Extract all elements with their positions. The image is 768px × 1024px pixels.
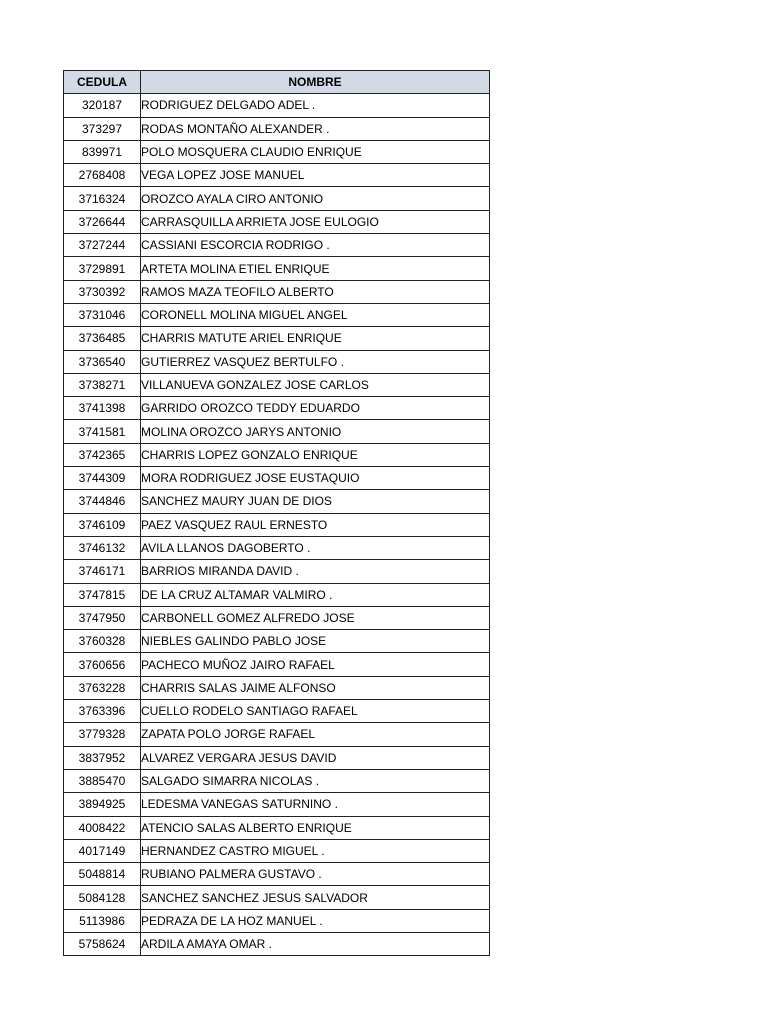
nombre-cell: CHARRIS LOPEZ GONZALO ENRIQUE bbox=[141, 443, 490, 466]
table-row bbox=[64, 886, 490, 909]
cedula-cell: 3729891 bbox=[64, 257, 141, 280]
nombre-cell: ALVAREZ VERGARA JESUS DAVID bbox=[141, 746, 490, 769]
table-row bbox=[64, 839, 490, 862]
table-row bbox=[64, 723, 490, 746]
nombre-cell: CHARRIS SALAS JAIME ALFONSO bbox=[141, 676, 490, 699]
nombre-cell: MOLINA OROZCO JARYS ANTONIO bbox=[141, 420, 490, 443]
table-row bbox=[64, 94, 490, 117]
cedula-cell: 5084128 bbox=[64, 886, 141, 909]
nombre-cell: CARRASQUILLA ARRIETA JOSE EULOGIO bbox=[141, 210, 490, 233]
nombre-cell: CHARRIS MATUTE ARIEL ENRIQUE bbox=[141, 327, 490, 350]
table-row bbox=[64, 746, 490, 769]
nombre-cell: RUBIANO PALMERA GUSTAVO . bbox=[141, 863, 490, 886]
table-row bbox=[64, 909, 490, 932]
table-row bbox=[64, 280, 490, 303]
table-row bbox=[64, 932, 490, 955]
table-row bbox=[64, 467, 490, 490]
table-row bbox=[64, 164, 490, 187]
cedula-cell: 3885470 bbox=[64, 769, 141, 792]
cedula-cell: 3746171 bbox=[64, 560, 141, 583]
cedula-cell: 3730392 bbox=[64, 280, 141, 303]
cedula-cell: 2768408 bbox=[64, 164, 141, 187]
table-row bbox=[64, 397, 490, 420]
nombre-cell: ARDILA AMAYA OMAR . bbox=[141, 932, 490, 955]
nombre-cell: RODAS MONTAÑO ALEXANDER . bbox=[141, 117, 490, 140]
table-row bbox=[64, 583, 490, 606]
nombre-cell: LEDESMA VANEGAS SATURNINO . bbox=[141, 793, 490, 816]
nombre-cell: RODRIGUEZ DELGADO ADEL . bbox=[141, 94, 490, 117]
table-row bbox=[64, 863, 490, 886]
cedula-cell: 3763228 bbox=[64, 676, 141, 699]
cedula-cell: 5048814 bbox=[64, 863, 141, 886]
nombre-cell: SANCHEZ MAURY JUAN DE DIOS bbox=[141, 490, 490, 513]
cedula-cell: 3747950 bbox=[64, 606, 141, 629]
nombre-cell: PACHECO MUÑOZ JAIRO RAFAEL bbox=[141, 653, 490, 676]
table-row bbox=[64, 303, 490, 326]
table-row bbox=[64, 350, 490, 373]
cedula-cell: 3731046 bbox=[64, 303, 141, 326]
table-row bbox=[64, 420, 490, 443]
table-row bbox=[64, 140, 490, 163]
table-row bbox=[64, 210, 490, 233]
nombre-cell: GARRIDO OROZCO TEDDY EDUARDO bbox=[141, 397, 490, 420]
nombre-cell: PEDRAZA DE LA HOZ MANUEL . bbox=[141, 909, 490, 932]
nombre-cell: ATENCIO SALAS ALBERTO ENRIQUE bbox=[141, 816, 490, 839]
nombre-cell: RAMOS MAZA TEOFILO ALBERTO bbox=[141, 280, 490, 303]
cedula-cell: 5758624 bbox=[64, 932, 141, 955]
nombre-cell: VEGA LOPEZ JOSE MANUEL bbox=[141, 164, 490, 187]
nombre-cell: CASSIANI ESCORCIA RODRIGO . bbox=[141, 234, 490, 257]
cedula-cell: 4008422 bbox=[64, 816, 141, 839]
cedula-cell: 3716324 bbox=[64, 187, 141, 210]
table-row bbox=[64, 490, 490, 513]
cedula-cell: 3744309 bbox=[64, 467, 141, 490]
cedula-cell: 3736540 bbox=[64, 350, 141, 373]
table-row bbox=[64, 560, 490, 583]
nombre-cell: POLO MOSQUERA CLAUDIO ENRIQUE bbox=[141, 140, 490, 163]
nombre-cell: MORA RODRIGUEZ JOSE EUSTAQUIO bbox=[141, 467, 490, 490]
nombre-cell: ZAPATA POLO JORGE RAFAEL bbox=[141, 723, 490, 746]
nombre-cell: HERNANDEZ CASTRO MIGUEL . bbox=[141, 839, 490, 862]
column-header-nombre: NOMBRE bbox=[141, 71, 490, 94]
cedula-cell: 320187 bbox=[64, 94, 141, 117]
cedula-cell: 3741398 bbox=[64, 397, 141, 420]
cedula-cell: 3738271 bbox=[64, 373, 141, 396]
cedula-cell: 3726644 bbox=[64, 210, 141, 233]
table-row bbox=[64, 653, 490, 676]
nombre-cell: SANCHEZ SANCHEZ JESUS SALVADOR bbox=[141, 886, 490, 909]
table-row bbox=[64, 443, 490, 466]
nombre-cell: NIEBLES GALINDO PABLO JOSE bbox=[141, 630, 490, 653]
table-row bbox=[64, 816, 490, 839]
nombre-cell: CUELLO RODELO SANTIAGO RAFAEL bbox=[141, 700, 490, 723]
table-row bbox=[64, 793, 490, 816]
table-row bbox=[64, 373, 490, 396]
table-row bbox=[64, 676, 490, 699]
nombre-cell: PAEZ VASQUEZ RAUL ERNESTO bbox=[141, 513, 490, 536]
table-row bbox=[64, 234, 490, 257]
cedula-cell: 3727244 bbox=[64, 234, 141, 257]
header-row bbox=[64, 71, 490, 94]
nombre-cell: ARTETA MOLINA ETIEL ENRIQUE bbox=[141, 257, 490, 280]
table-body bbox=[64, 94, 490, 956]
nombre-cell: CORONELL MOLINA MIGUEL ANGEL bbox=[141, 303, 490, 326]
cedula-cell: 3742365 bbox=[64, 443, 141, 466]
nombre-cell: SALGADO SIMARRA NICOLAS . bbox=[141, 769, 490, 792]
cedula-cell: 3736485 bbox=[64, 327, 141, 350]
cedula-cell: 3747815 bbox=[64, 583, 141, 606]
table-row bbox=[64, 630, 490, 653]
table-row bbox=[64, 769, 490, 792]
table-row bbox=[64, 257, 490, 280]
nombre-cell: GUTIERREZ VASQUEZ BERTULFO . bbox=[141, 350, 490, 373]
cedula-cell: 4017149 bbox=[64, 839, 141, 862]
nombre-cell: VILLANUEVA GONZALEZ JOSE CARLOS bbox=[141, 373, 490, 396]
nombre-cell: AVILA LLANOS DAGOBERTO . bbox=[141, 536, 490, 559]
cedula-cell: 3746109 bbox=[64, 513, 141, 536]
table-row bbox=[64, 536, 490, 559]
cedula-cell: 3763396 bbox=[64, 700, 141, 723]
column-header-cedula: CEDULA bbox=[64, 71, 141, 94]
table-row bbox=[64, 513, 490, 536]
table-row bbox=[64, 606, 490, 629]
cedula-cell: 373297 bbox=[64, 117, 141, 140]
cedula-cell: 3779328 bbox=[64, 723, 141, 746]
cedula-nombre-table bbox=[63, 70, 490, 956]
table-row bbox=[64, 187, 490, 210]
table-row bbox=[64, 117, 490, 140]
cedula-cell: 3894925 bbox=[64, 793, 141, 816]
cedula-cell: 3741581 bbox=[64, 420, 141, 443]
nombre-cell: BARRIOS MIRANDA DAVID . bbox=[141, 560, 490, 583]
cedula-cell: 3746132 bbox=[64, 536, 141, 559]
nombre-cell: OROZCO AYALA CIRO ANTONIO bbox=[141, 187, 490, 210]
cedula-cell: 3760656 bbox=[64, 653, 141, 676]
table-row bbox=[64, 700, 490, 723]
cedula-cell: 3837952 bbox=[64, 746, 141, 769]
nombre-cell: CARBONELL GOMEZ ALFREDO JOSE bbox=[141, 606, 490, 629]
cedula-cell: 3760328 bbox=[64, 630, 141, 653]
cedula-cell: 839971 bbox=[64, 140, 141, 163]
cedula-cell: 3744846 bbox=[64, 490, 141, 513]
cedula-cell: 5113986 bbox=[64, 909, 141, 932]
table-row bbox=[64, 327, 490, 350]
nombre-cell: DE LA CRUZ ALTAMAR VALMIRO . bbox=[141, 583, 490, 606]
